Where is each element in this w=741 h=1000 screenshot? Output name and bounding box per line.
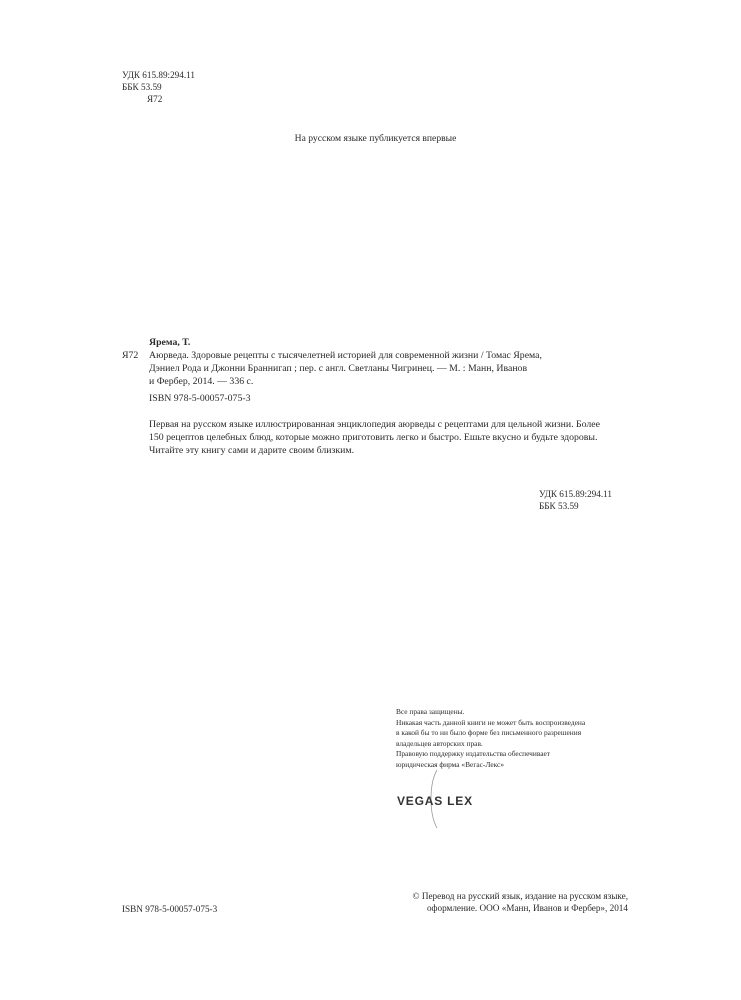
catalog-author-heading: Ярема, Т. xyxy=(149,337,191,348)
rights-line: Правовую поддержку издательства обеспечивает xyxy=(396,749,551,759)
right-udk-code: УДК 615.89:294.11 xyxy=(539,489,613,499)
udk-code: УДК 615.89:294.11 xyxy=(122,70,196,80)
annotation xyxy=(149,418,600,457)
bbk-code: ББК 53.59 xyxy=(122,82,162,93)
catalog-card xyxy=(122,336,642,405)
right-bbk-code: ББК 53.59 xyxy=(539,501,579,512)
copyright-line: оформление. ООО «Манн, Иванов и Фербер», 2014 xyxy=(426,903,628,914)
annotation-line: Читайте эту книгу сами и дарите своим близким. xyxy=(149,445,355,456)
right-codes xyxy=(539,488,612,512)
rights-line: юридическая фирма «Вегас-Лекс» xyxy=(396,759,505,769)
catalog-description xyxy=(122,349,642,388)
rights-block xyxy=(396,707,585,771)
vegas-lex-logo: VEGAS LEX xyxy=(397,794,473,808)
author-mark: Я72 xyxy=(147,94,163,105)
rights-line: в какой бы то ни было форме без письменного разрешения xyxy=(396,728,582,738)
annotation-line: Первая на русском языке иллюстрированная энциклопедия аюрведы с рецептами для цельной жизни. Более xyxy=(149,419,600,430)
annotation-line: 150 рецептов целебных блюд, которые можно приготовить легко и быстро. Ешьте вкусно и будьте здоровы. xyxy=(149,432,598,443)
catalog-mark: Я72 xyxy=(122,350,139,361)
catalog-description-line: и Фербер, 2014. — 336 с. xyxy=(149,376,254,387)
catalog-description-line: Дэниел Рода и Джонни Браннигап ; пер. с англ. Светланы Чигринец. — М. : Манн, Иванов xyxy=(149,363,528,374)
rights-line: Все права защищены. xyxy=(396,707,465,716)
catalog-description-line: Аюрведа. Здоровые рецепты с тысячелетней историей для современной жизни / Томас Ярема, xyxy=(149,350,542,361)
rights-line: владельцев авторских прав. xyxy=(396,738,483,748)
copyright xyxy=(388,890,628,914)
copyright-line: © Перевод на русский язык, издание на русском языке, xyxy=(412,891,628,901)
bottom-isbn: ISBN 978-5-00057-075-3 xyxy=(122,904,218,914)
rights-line: Никакая часть данной книги не может быть воспроизведена xyxy=(396,717,586,727)
catalog-isbn: ISBN 978-5-00057-075-3 xyxy=(149,393,251,404)
top-codes xyxy=(122,69,195,106)
first-publication-note: На русском языке публикуется впервые xyxy=(294,133,457,144)
